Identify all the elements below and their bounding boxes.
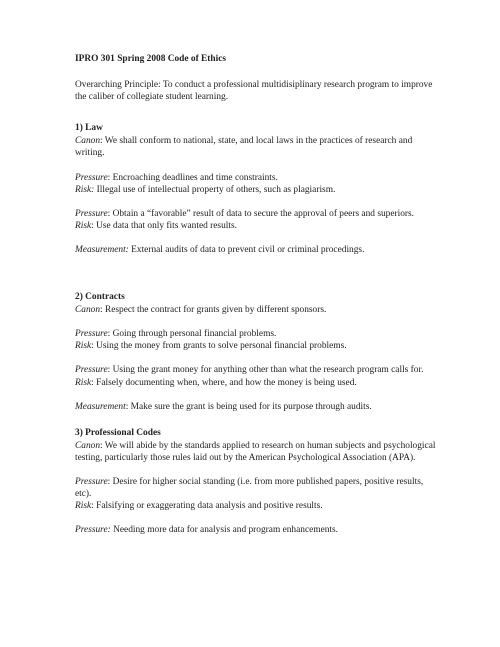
label: Canon [75,440,101,451]
text: : Going through personal financial problems. [107,329,277,340]
spacer [75,268,440,291]
text-line [75,220,440,232]
section-heading: 3) Professional Codes [75,427,161,438]
text-line [75,135,440,159]
text-line [75,208,440,220]
principle-label: Overarching Principle: [75,80,161,91]
contracts-pressure-2 [75,364,440,388]
text: Illegal use of intellectual property of others, such as plagiarism. [94,184,336,195]
section-professional-codes [75,427,440,537]
document-title: IPRO 301 Spring 2008 Code of Ethics [75,54,227,64]
section-law [75,122,440,256]
law-pressure-2 [75,208,440,232]
text-line [75,184,440,196]
label: Pressure: [75,525,111,536]
text-line [75,364,440,376]
law-canon [75,135,440,159]
overarching-principle [75,79,440,103]
text-line [75,328,440,340]
law-measurement [75,244,440,256]
text-line [75,172,440,184]
text: : Use data that only fits wanted results. [91,220,237,231]
text-line [75,244,440,256]
section-heading: 2) Contracts [75,292,125,303]
text: : Desire for higher social standing (i.e. from more published papers, positive results, etc). [75,476,424,500]
text: : Obtain a “favorable” result of data to secure the approval of peers and superiors. [107,208,415,219]
text-line [75,340,440,352]
text-line [75,440,440,464]
text-line [75,524,440,536]
section-heading: 1) Law [75,123,103,134]
codes-pressure-1 [75,476,440,512]
text: : Falsifying or exaggerating data analysis and positive results. [91,501,323,512]
text: External audits of data to prevent civil or criminal procedings. [128,244,365,255]
law-pressure-1 [75,172,440,196]
text-line [75,500,440,512]
contracts-canon [75,304,440,316]
text-line [75,377,440,389]
text: Needing more data for analysis and program enhancements. [110,525,339,536]
label: Risk [75,377,92,388]
label: Measurement: [75,244,129,255]
text: : Falsely documenting when, where, and how the money is being used. [91,377,357,388]
label: Risk [75,501,92,512]
label: Measurement [75,401,126,412]
text-line [75,304,440,316]
codes-canon [75,440,440,464]
text-line [75,401,440,413]
text-line [75,476,440,500]
codes-pressure-2 [75,524,440,536]
text: : Respect the contract for grants given by different sponsors. [100,305,327,316]
label: Risk [75,341,92,352]
text: : We will abide by the standards applied to research on human subjects and psychological testing, particularly those rules laid out by the American Psychological Association (APA). [75,440,436,463]
label: Pressure [75,172,108,183]
contracts-pressure-1 [75,328,440,352]
section-contracts [75,291,440,413]
label: Risk [75,220,92,231]
text: : We shall conform to national, state, and local laws in the practices of research and writing. [75,136,413,159]
text: : Make sure the grant is being used for its purpose through audits. [125,401,372,412]
label: Pressure [75,329,108,340]
label: Pressure [75,208,108,219]
text: : Using the grant money for anything other than what the research program calls for. [107,365,424,376]
label: Risk: [75,184,95,195]
text: : Using the money from grants to solve personal financial problems. [91,341,347,352]
label: Canon [75,305,101,316]
contracts-measurement [75,401,440,413]
label: Canon [75,136,101,147]
label: Pressure [75,365,108,376]
text: : Encroaching deadlines and time constraints. [107,172,278,183]
label: Pressure [75,476,108,487]
principle-text: To conduct a professional multidisiplinary research program to improve the caliber of collegiate student learning. [75,80,433,103]
